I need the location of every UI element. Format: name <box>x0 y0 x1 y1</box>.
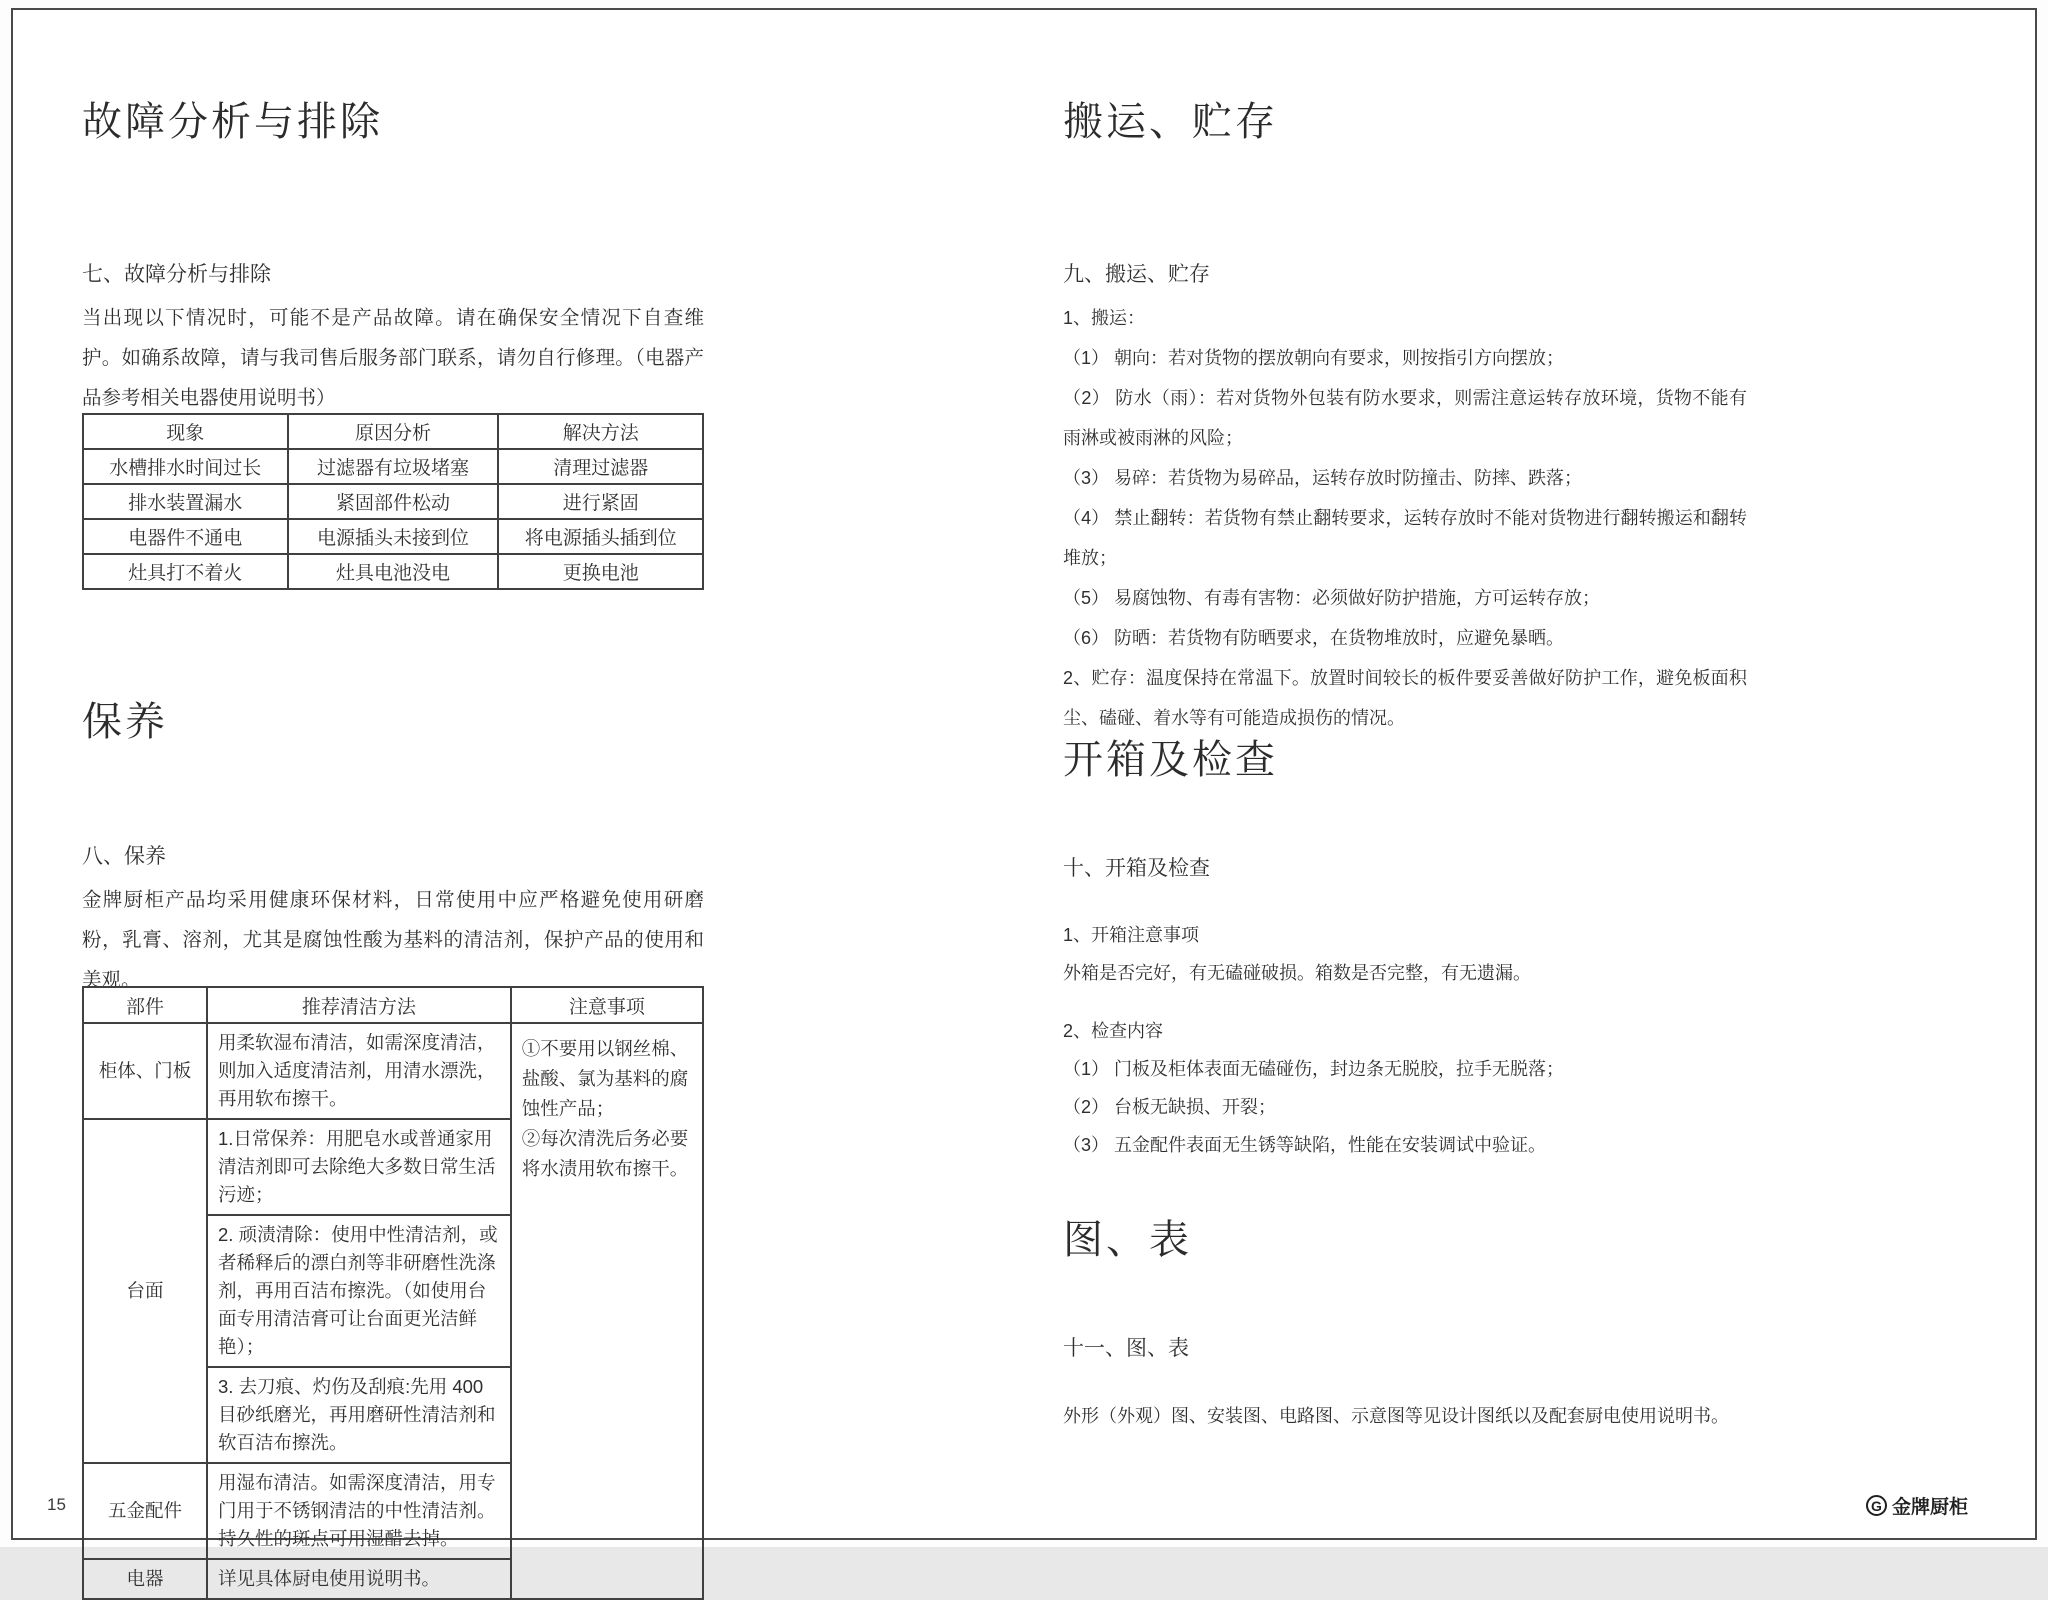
cell-method: 详见具体厨电使用说明书。 <box>207 1559 511 1599</box>
list-item: （1） 朝向：若对货物的摆放朝向有要求，则按指引方向摆放； <box>1063 348 1565 368</box>
table-row <box>83 554 703 589</box>
cell-cause: 过滤器有垃圾堵塞 <box>288 449 499 484</box>
care-col-part: 部件 <box>83 987 207 1023</box>
cell-method: 3. 去刀痕、灼伤及刮痕:先用 400 目砂纸磨光，再用磨研性清洁剂和软百洁布擦洗。 <box>207 1367 511 1463</box>
care-col-notes: 注意事项 <box>511 987 703 1023</box>
list-item: （3） 易碎：若货物为易碎品，运转存放时防撞击、防摔、跌落； <box>1063 468 1583 488</box>
paragraph-text: 当出现以下情况时，可能不是产品故障。请在确保安全情况下自查维护。如确系故障，请与我司售后服务部门联系，请勿自行修理。（电器产品参考相关电器使用说明书） <box>82 307 704 409</box>
fault-col-phenomenon: 现象 <box>83 414 288 449</box>
paragraph-text: 外形（外观）图、安装图、电路图、示意图等见设计图纸以及配套厨电使用说明书。 <box>1063 1406 1729 1426</box>
list-item: （2） 台板无缺损、开裂； <box>1063 1097 1277 1117</box>
cell-notes <box>511 1023 703 1599</box>
brand-name: 金牌厨柜 <box>1891 1497 1968 1518</box>
fault-section-title: 故障分析与排除 <box>82 100 383 144</box>
table-row <box>83 449 703 484</box>
list-item: （3） 五金配件表面无生锈等缺陷，性能在安装调试中验证。 <box>1063 1135 1547 1155</box>
table-row <box>83 484 703 519</box>
storage-paragraph: 2、贮存：温度保持在常温下。放置时间较长的板件要妥善做好防护工作，避免板面积尘、磕碰、着水等有可能造成损伤的情况。 <box>1063 668 1747 728</box>
care-section-heading: 八、保养 <box>82 845 166 868</box>
note-item: ②每次清洗后务必要将水渍用软布擦干。 <box>521 1128 689 1179</box>
cell-phenomenon: 排水装置漏水 <box>83 484 288 519</box>
care-col-method: 推荐清洁方法 <box>207 987 511 1023</box>
brand-logo-icon: G <box>1866 1495 1887 1516</box>
cell-cause: 紧固部件松动 <box>288 484 499 519</box>
cell-phenomenon: 水槽排水时间过长 <box>83 449 288 484</box>
list-item: （4） 禁止翻转：若货物有禁止翻转要求，运转存放时不能对货物进行翻转搬运和翻转堆放； <box>1063 508 1747 568</box>
check-label: 2、检查内容 <box>1063 1021 1164 1041</box>
cell-part-countertop: 台面 <box>83 1119 207 1463</box>
unboxing-notice-block <box>1063 916 1747 992</box>
transport-section-title: 搬运、贮存 <box>1063 100 1278 144</box>
list-item: （6） 防晒：若货物有防晒要求，在货物堆放时，应避免暴晒。 <box>1063 628 1565 648</box>
fault-table <box>82 413 704 590</box>
table-header-row <box>83 987 703 1023</box>
notice-text: 外箱是否完好，有无磕碰破损。箱数是否完整，有无遗漏。 <box>1063 963 1531 983</box>
cell-phenomenon: 电器件不通电 <box>83 519 288 554</box>
cell-solution: 更换电池 <box>498 554 703 589</box>
fault-intro-paragraph <box>82 298 704 418</box>
cell-cause: 电源插头未接到位 <box>288 519 499 554</box>
table-row <box>83 519 703 554</box>
cell-solution: 清理过滤器 <box>498 449 703 484</box>
fault-col-cause: 原因分析 <box>288 414 499 449</box>
care-table <box>82 986 704 1600</box>
fault-col-solution: 解决方法 <box>498 414 703 449</box>
cell-part-appliance: 电器 <box>83 1559 207 1599</box>
list-item: （2） 防水（雨）：若对货物外包装有防水要求，则需注意运转存放环境，货物不能有雨淋或被雨淋的风险； <box>1063 388 1747 448</box>
care-intro-paragraph <box>82 880 704 1000</box>
paragraph-text: 金牌厨柜产品均采用健康环保材料，日常使用中应严格避免使用研磨粉，乳膏、溶剂，尤其是腐蚀性酸为基料的清洁剂，保护产品的使用和美观。 <box>82 889 704 991</box>
brand-footer <box>1866 1492 1968 1519</box>
table-header-row <box>83 414 703 449</box>
cell-solution: 将电源插头插到位 <box>498 519 703 554</box>
figures-section-heading: 十一、图、表 <box>1063 1337 1189 1360</box>
table-row <box>83 1023 703 1119</box>
transport-section-heading: 九、搬运、贮存 <box>1063 263 1210 286</box>
figures-paragraph <box>1063 1396 1747 1436</box>
list-item: （5） 易腐蚀物、有毒有害物：必须做好防护措施，方可运转存放； <box>1063 588 1601 608</box>
unboxing-check-block <box>1063 1012 1747 1164</box>
page-number: 15 <box>47 1495 66 1514</box>
care-section-title: 保养 <box>82 700 168 744</box>
cell-method: 用湿布清洁。如需深度清洁，用专门用于不锈钢清洁的中性清洁剂。持久性的斑点可用湿醋去掉。 <box>207 1463 511 1559</box>
note-item: ①不要用以钢丝棉、盐酸、氯为基料的腐蚀性产品； <box>521 1038 689 1119</box>
cell-method: 1.日常保养：用肥皂水或普通家用清洁剂即可去除绝大多数日常生活污迹； <box>207 1119 511 1215</box>
cell-method: 用柔软湿布清洁，如需深度清洁，则加入适度清洁剂，用清水漂洗，再用软布擦干。 <box>207 1023 511 1119</box>
transport-moving-block <box>1063 298 1747 738</box>
cell-part-cabinet: 柜体、门板 <box>83 1023 207 1119</box>
fault-section-heading: 七、故障分析与排除 <box>82 263 271 286</box>
unboxing-section-heading: 十、开箱及检查 <box>1063 857 1210 880</box>
moving-label: 1、搬运： <box>1063 308 1146 328</box>
figures-section-title: 图、表 <box>1063 1218 1192 1262</box>
cell-cause: 灶具电池没电 <box>288 554 499 589</box>
unboxing-section-title: 开箱及检查 <box>1063 738 1278 782</box>
cell-method: 2. 顽渍清除：使用中性清洁剂，或者稀释后的漂白剂等非研磨性洗涤剂，再用百洁布擦洗。（如使用台面专用清洁膏可让台面更光洁鲜艳）； <box>207 1215 511 1367</box>
cell-part-hardware: 五金配件 <box>83 1463 207 1559</box>
notice-label: 1、开箱注意事项 <box>1063 925 1200 945</box>
cell-phenomenon: 灶具打不着火 <box>83 554 288 589</box>
list-item: （1） 门板及柜体表面无磕碰伤，封边条无脱胶，拉手无脱落； <box>1063 1059 1565 1079</box>
cell-solution: 进行紧固 <box>498 484 703 519</box>
